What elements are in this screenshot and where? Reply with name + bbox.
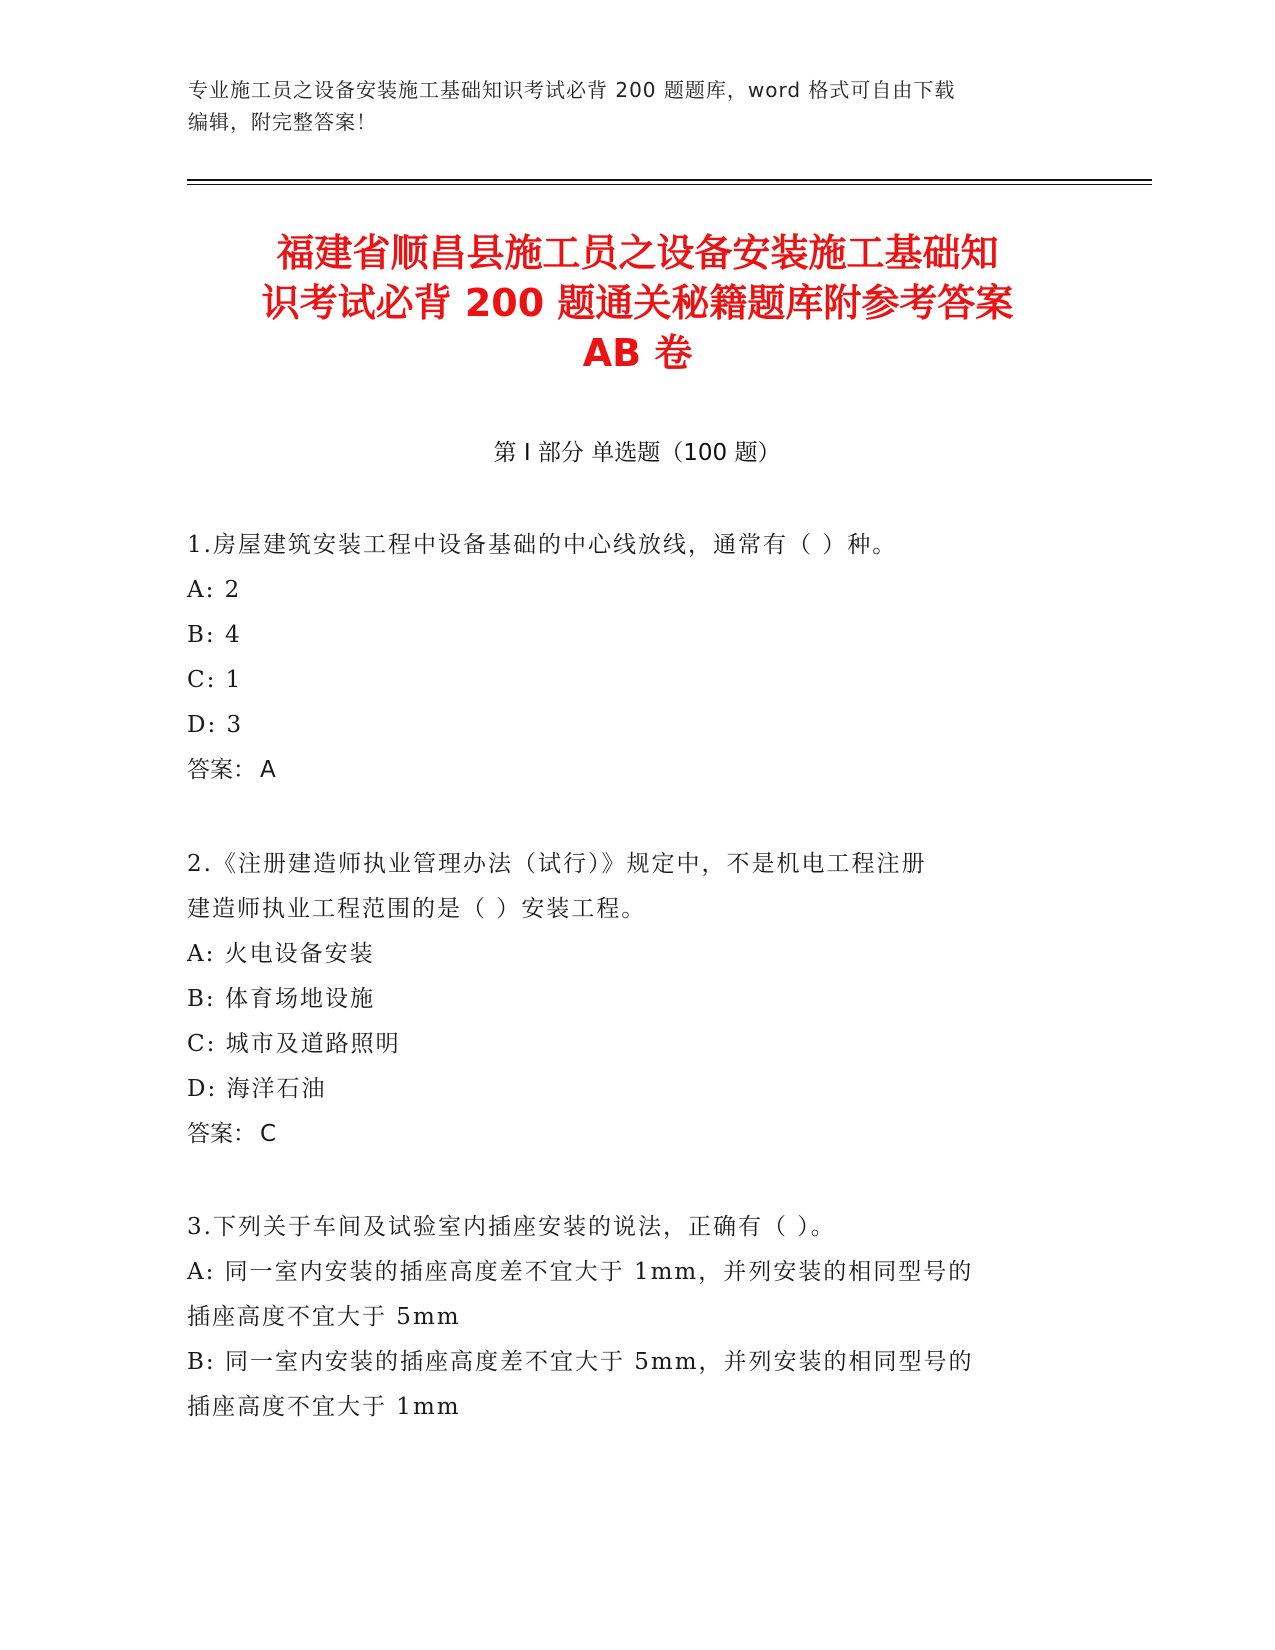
answer-value: A bbox=[260, 757, 276, 783]
title-line-3: AB 卷 bbox=[582, 331, 693, 375]
answer-label: 答案： bbox=[187, 757, 256, 783]
option-a: A: 同一室内安装的插座高度差不宜大于 1mm，并列安装的相同型号的 bbox=[187, 1259, 974, 1285]
option-b: B: 4 bbox=[187, 622, 242, 648]
section-title: 第 I 部分 单选题（100 题） bbox=[493, 440, 781, 466]
option-a: A: 2 bbox=[187, 577, 242, 603]
question-stem-line-2: 建造师执业工程范围的是（ ）安装工程。 bbox=[187, 896, 647, 922]
option-b: B: 体育场地设施 bbox=[187, 986, 375, 1012]
option-b: B: 同一室内安装的插座高度差不宜大于 5mm，并列安装的相同型号的 bbox=[187, 1349, 974, 1375]
document-title bbox=[180, 228, 1095, 378]
option-d: D: 3 bbox=[187, 712, 244, 738]
header-note-line-1: 专业施工员之设备安装施工基础知识考试必背 200 题题库，word 格式可自由下载 bbox=[188, 78, 956, 102]
option-a-continued: 插座高度不宜大于 5mm bbox=[187, 1304, 461, 1330]
option-a: A: 火电设备安装 bbox=[187, 941, 375, 967]
answer bbox=[187, 748, 1067, 793]
header-note-line-2: 编辑，附完整答案！ bbox=[188, 110, 377, 134]
question-3 bbox=[187, 1205, 1067, 1430]
option-c: C: 城市及道路照明 bbox=[187, 1031, 401, 1057]
title-line-2: 识考试必背 200 题通关秘籍题库附参考答案 bbox=[261, 281, 1014, 325]
question-1 bbox=[187, 523, 1067, 793]
question-stem: 1.房屋建筑安装工程中设备基础的中心线放线，通常有（ ）种。 bbox=[187, 532, 898, 558]
header-divider-thin bbox=[187, 184, 1152, 185]
question-stem: 3.下列关于车间及试验室内插座安装的说法，正确有（ ）。 bbox=[187, 1214, 836, 1240]
option-c: C: 1 bbox=[187, 667, 243, 693]
option-d: D: 海洋石油 bbox=[187, 1076, 327, 1102]
header-note bbox=[188, 74, 1088, 138]
question-2 bbox=[187, 842, 1067, 1157]
answer bbox=[187, 1112, 1067, 1157]
question-stem-line-1: 2.《注册建造师执业管理办法（试行）》规定中，不是机电工程注册 bbox=[187, 851, 927, 877]
title-line-1: 福建省顺昌县施工员之设备安装施工基础知 bbox=[276, 231, 999, 275]
answer-value: C bbox=[260, 1121, 277, 1147]
header-divider-thick bbox=[187, 179, 1152, 181]
answer-label: 答案： bbox=[187, 1121, 256, 1147]
option-b-continued: 插座高度不宜大于 1mm bbox=[187, 1394, 461, 1420]
